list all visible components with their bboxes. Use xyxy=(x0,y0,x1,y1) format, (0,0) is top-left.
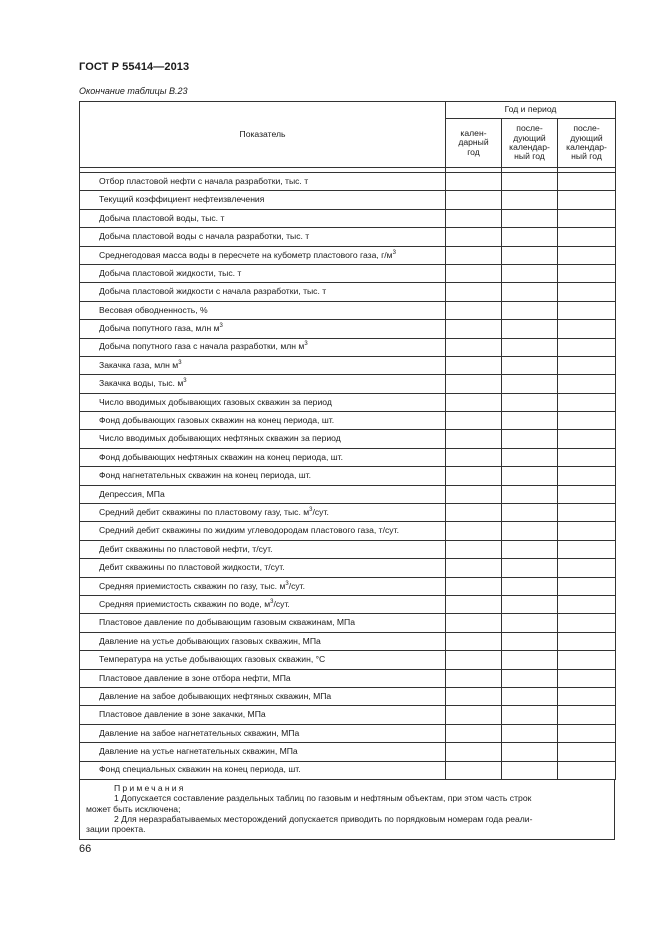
indicator-cell: Фонд нагнетательных скважин на конец периода, шт. xyxy=(80,467,446,485)
table-row xyxy=(80,687,616,705)
table-row xyxy=(80,448,616,466)
value-cell xyxy=(446,301,502,319)
document-standard: ГОСТ Р 55414—2013 xyxy=(79,61,190,73)
table-row xyxy=(80,540,616,558)
indicator-cell: Давление на забое добывающих нефтяных скважин, МПа xyxy=(80,687,446,705)
table-row xyxy=(80,283,616,301)
value-cell xyxy=(502,412,558,430)
value-cell xyxy=(446,467,502,485)
table-row xyxy=(80,761,616,779)
indicator-cell: Фонд специальных скважин на конец периода, шт. xyxy=(80,761,446,779)
indicator-header: Показатель xyxy=(80,102,446,168)
value-cell xyxy=(502,209,558,227)
indicator-cell: Давление на устье добывающих газовых скважин, МПа xyxy=(80,632,446,650)
value-cell xyxy=(558,651,616,669)
table-row xyxy=(80,228,616,246)
value-cell xyxy=(502,191,558,209)
indicator-cell: Добыча пластовой жидкости с начала разработки, тыс. т xyxy=(80,283,446,301)
indicator-cell: Число вводимых добывающих газовых скважин за период xyxy=(80,393,446,411)
value-cell xyxy=(558,467,616,485)
table-row xyxy=(80,706,616,724)
value-cell xyxy=(446,595,502,613)
value-cell xyxy=(502,504,558,522)
value-cell xyxy=(446,430,502,448)
value-cell xyxy=(502,724,558,742)
table-row xyxy=(80,504,616,522)
indicator-cell: Пластовое давление по добывающим газовым скважинам, МПа xyxy=(80,614,446,632)
indicator-cell: Фонд добывающих газовых скважин на конец периода, шт. xyxy=(80,412,446,430)
table-row xyxy=(80,669,616,687)
value-cell xyxy=(558,393,616,411)
value-cell xyxy=(446,412,502,430)
value-cell xyxy=(446,338,502,356)
value-cell xyxy=(502,430,558,448)
value-cell xyxy=(446,173,502,191)
value-cell xyxy=(558,559,616,577)
value-cell xyxy=(502,669,558,687)
value-cell xyxy=(446,761,502,779)
table-caption: Окончание таблицы В.23 xyxy=(79,86,188,96)
value-cell xyxy=(446,669,502,687)
table-row xyxy=(80,191,616,209)
table-row xyxy=(80,632,616,650)
value-cell xyxy=(502,651,558,669)
value-cell xyxy=(502,706,558,724)
indicator-cell: Добыча пластовой воды, тыс. т xyxy=(80,209,446,227)
table-row xyxy=(80,467,616,485)
value-cell xyxy=(558,338,616,356)
value-cell xyxy=(446,559,502,577)
indicator-cell: Весовая обводненность, % xyxy=(80,301,446,319)
indicator-cell: Температура на устье добывающих газовых скважин, °С xyxy=(80,651,446,669)
table-row xyxy=(80,338,616,356)
table-row xyxy=(80,320,616,338)
value-cell xyxy=(502,283,558,301)
value-cell xyxy=(558,228,616,246)
value-cell xyxy=(446,504,502,522)
indicator-cell: Фонд добывающих нефтяных скважин на конец периода, шт. xyxy=(80,448,446,466)
value-cell xyxy=(558,706,616,724)
value-cell xyxy=(502,595,558,613)
sub-header-next-year-2: после- дующий календар- ный год xyxy=(558,119,616,168)
value-cell xyxy=(446,191,502,209)
page-number: 66 xyxy=(79,843,92,855)
value-cell xyxy=(558,485,616,503)
note-1-line-1: 1 Допускается составление раздельных таблиц по газовым и нефтяным объектам, при этом часть строк xyxy=(114,793,532,804)
value-cell xyxy=(558,595,616,613)
value-cell xyxy=(502,320,558,338)
table-row xyxy=(80,651,616,669)
value-cell xyxy=(446,485,502,503)
value-cell xyxy=(558,412,616,430)
value-cell xyxy=(446,743,502,761)
table-row xyxy=(80,264,616,282)
value-cell xyxy=(446,209,502,227)
table-row xyxy=(80,375,616,393)
table-row xyxy=(80,522,616,540)
indicator-cell: Добыча попутного газа, млн $м^3$ xyxy=(80,320,446,338)
value-cell xyxy=(502,338,558,356)
value-cell xyxy=(446,228,502,246)
table-row xyxy=(80,412,616,430)
table-row xyxy=(80,614,616,632)
value-cell xyxy=(558,356,616,374)
value-cell xyxy=(446,724,502,742)
value-cell xyxy=(446,393,502,411)
note-1-line-2: может быть исключена; xyxy=(86,803,181,814)
sub-header-calendar-year: кален- дарный год xyxy=(446,119,502,168)
value-cell xyxy=(558,724,616,742)
value-cell xyxy=(558,320,616,338)
value-cell xyxy=(558,264,616,282)
value-cell xyxy=(446,356,502,374)
indicator-cell: Добыча пластовой жидкости, тыс. т xyxy=(80,264,446,282)
indicator-cell: Добыча пластовой воды с начала разработки, тыс. т xyxy=(80,228,446,246)
indicator-cell: Текущий коэффициент нефтеизвлечения xyxy=(80,191,446,209)
value-cell xyxy=(558,430,616,448)
value-cell xyxy=(558,540,616,558)
indicator-cell: Закачка воды, тыс. $м^3$ xyxy=(80,375,446,393)
value-cell xyxy=(446,632,502,650)
value-cell xyxy=(502,559,558,577)
sub-header-next-year-1: после- дующий календар- ный год xyxy=(502,119,558,168)
indicator-cell: Пластовое давление в зоне отбора нефти, МПа xyxy=(80,669,446,687)
indicator-cell: Средний дебит скважины по жидким углеводородам пластового газа, т/сут. xyxy=(80,522,446,540)
value-cell xyxy=(502,375,558,393)
table-row xyxy=(80,430,616,448)
value-cell xyxy=(558,375,616,393)
value-cell xyxy=(502,467,558,485)
value-cell xyxy=(558,743,616,761)
value-cell xyxy=(502,173,558,191)
value-cell xyxy=(446,283,502,301)
value-cell xyxy=(558,632,616,650)
table-row xyxy=(80,393,616,411)
value-cell xyxy=(502,540,558,558)
value-cell xyxy=(558,687,616,705)
value-cell xyxy=(446,687,502,705)
value-cell xyxy=(558,191,616,209)
indicator-cell: Отбор пластовой нефти с начала разработки, тыс. т xyxy=(80,173,446,191)
table-row xyxy=(80,595,616,613)
notes-title: Примечания xyxy=(114,783,186,793)
value-cell xyxy=(558,669,616,687)
value-cell xyxy=(558,283,616,301)
indicator-cell: Депрессия, МПа xyxy=(80,485,446,503)
value-cell xyxy=(446,375,502,393)
value-cell xyxy=(446,651,502,669)
indicator-cell: Средняя приемистость скважин по газу, тыс. $м^3$/сут. xyxy=(80,577,446,595)
value-cell xyxy=(502,743,558,761)
indicator-cell: Закачка газа, млн $м^3$ xyxy=(80,356,446,374)
indicator-cell: Давление на забое нагнетательных скважин, МПа xyxy=(80,724,446,742)
value-cell xyxy=(502,687,558,705)
table-row xyxy=(80,301,616,319)
table-row xyxy=(80,559,616,577)
value-cell xyxy=(446,448,502,466)
table-row xyxy=(80,724,616,742)
table-row xyxy=(80,356,616,374)
value-cell xyxy=(558,614,616,632)
value-cell xyxy=(558,173,616,191)
value-cell xyxy=(558,246,616,264)
value-cell xyxy=(502,614,558,632)
table-row xyxy=(80,173,616,191)
note-2-line-2: зации проекта. xyxy=(86,824,146,835)
table-row xyxy=(80,246,616,264)
value-cell xyxy=(502,301,558,319)
indicator-cell: Добыча попутного газа с начала разработки, млн $м^3$ xyxy=(80,338,446,356)
value-cell xyxy=(502,448,558,466)
table-row xyxy=(80,743,616,761)
value-cell xyxy=(502,393,558,411)
value-cell xyxy=(502,264,558,282)
indicator-cell: Средняя приемистость скважин по воде, $м^3$/сут. xyxy=(80,595,446,613)
indicator-cell: Среднегодовая масса воды в пересчете на кубометр пластового газа, $г/м^3$ xyxy=(80,246,446,264)
value-cell xyxy=(446,320,502,338)
indicator-cell: Число вводимых добывающих нефтяных скважин за период xyxy=(80,430,446,448)
value-cell xyxy=(502,485,558,503)
value-cell xyxy=(558,448,616,466)
table-row xyxy=(80,209,616,227)
table-row xyxy=(80,577,616,595)
value-cell xyxy=(502,577,558,595)
indicator-cell: Давление на устье нагнетательных скважин, МПа xyxy=(80,743,446,761)
indicators-table xyxy=(79,101,616,780)
value-cell xyxy=(446,706,502,724)
value-cell xyxy=(558,209,616,227)
indicator-cell: Дебит скважины по пластовой жидкости, т/сут. xyxy=(80,559,446,577)
value-cell xyxy=(502,246,558,264)
value-cell xyxy=(558,577,616,595)
period-group-header: Год и период xyxy=(446,102,616,119)
value-cell xyxy=(446,522,502,540)
value-cell xyxy=(558,301,616,319)
value-cell xyxy=(558,761,616,779)
value-cell xyxy=(502,761,558,779)
indicator-cell: Дебит скважины по пластовой нефти, т/сут. xyxy=(80,540,446,558)
indicator-cell: Средний дебит скважины по пластовому газу, тыс. $м^3$/сут. xyxy=(80,504,446,522)
value-cell xyxy=(558,522,616,540)
notes-block xyxy=(79,780,615,840)
value-cell xyxy=(502,522,558,540)
value-cell xyxy=(502,356,558,374)
value-cell xyxy=(446,264,502,282)
value-cell xyxy=(558,504,616,522)
value-cell xyxy=(502,228,558,246)
value-cell xyxy=(446,246,502,264)
indicator-cell: Пластовое давление в зоне закачки, МПа xyxy=(80,706,446,724)
value-cell xyxy=(502,632,558,650)
value-cell xyxy=(446,614,502,632)
value-cell xyxy=(446,540,502,558)
note-2-line-1: 2 Для неразрабатываемых месторождений допускается приводить по порядковым номерам года реали- xyxy=(114,813,533,824)
value-cell xyxy=(446,577,502,595)
table-row xyxy=(80,485,616,503)
